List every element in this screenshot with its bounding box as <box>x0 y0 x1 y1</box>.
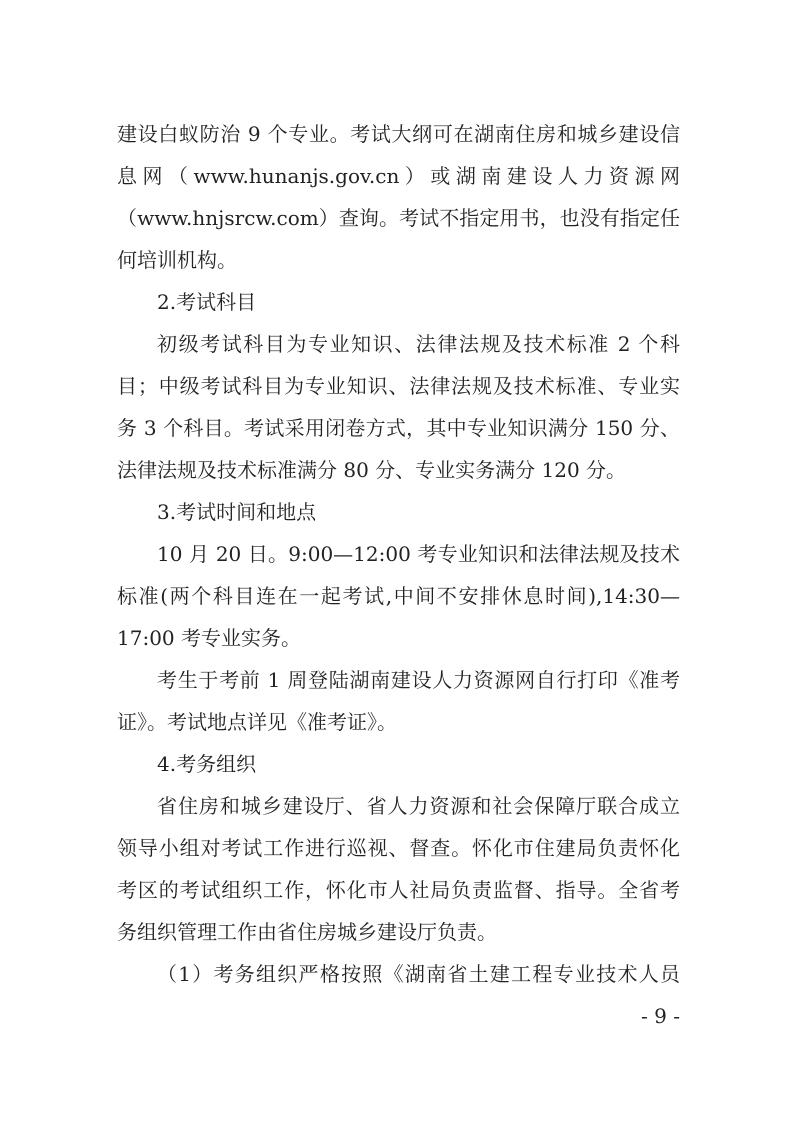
body-line: 建设白蚁防治 9 个专业。考试大纲可在湖南住房和城乡建设信 <box>117 122 680 146</box>
body-line: 省住房和城乡建设厅、省人力资源和社会保障厅联合成立 <box>157 794 680 818</box>
body-line: 标准(两个科目连在一起考试,中间不安排休息时间),14:30— <box>117 584 680 608</box>
body-line: 领导小组对考试工作进行巡视、督查。怀化市住建局负责怀化 <box>117 836 680 860</box>
page-number: - 9 - <box>641 1004 680 1028</box>
body-line: （1）考务组织严格按照《湖南省土建工程专业技术人员 <box>157 962 680 986</box>
body-line: 证》。考试地点详见《准考证》。 <box>117 710 397 734</box>
body-line: 17:00 考专业实务。 <box>117 626 301 650</box>
body-line: （www.hnjsrcw.com）查询。考试不指定用书，也没有指定任 <box>117 206 680 230</box>
body-line: 务 3 个科目。考试采用闭卷方式，其中专业知识满分 150 分、 <box>117 416 680 440</box>
body-line: 考生于考前 1 周登陆湖南建设人力资源网自行打印《准考 <box>157 668 680 692</box>
body-line: 务组织管理工作由省住房城乡建设厅负责。 <box>117 920 497 944</box>
section-heading: 3.考试时间和地点 <box>157 500 317 524</box>
body-line: 法律法规及技术标准满分 80 分、专业实务满分 120 分。 <box>117 458 627 482</box>
body-line: 目；中级考试科目为专业知识、法律法规及技术标准、专业实 <box>117 374 680 398</box>
section-heading: 4.考务组织 <box>157 752 257 776</box>
section-heading: 2.考试科目 <box>157 290 257 314</box>
body-line: 10 月 20 日。9:00—12:00 考专业知识和法律法规及技术 <box>157 542 680 566</box>
body-line: 何培训机构。 <box>117 248 237 272</box>
body-line: 考区的考试组织工作，怀化市人社局负责监督、指导。全省考 <box>117 878 680 902</box>
body-line: 初级考试科目为专业知识、法律法规及技术标准 2 个科 <box>157 332 680 356</box>
body-line: 息网（www.hunanjs.gov.cn）或湖南建设人力资源网 <box>117 164 680 188</box>
